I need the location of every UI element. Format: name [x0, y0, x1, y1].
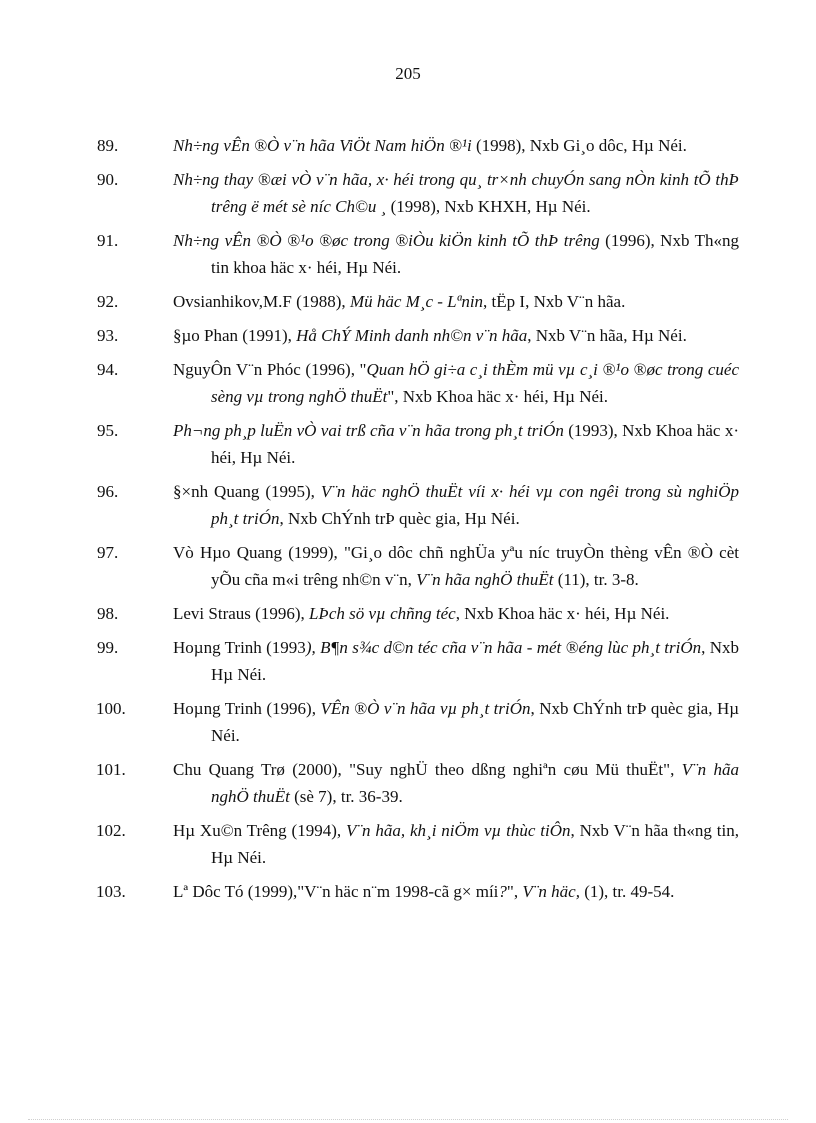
- reference-item: 92. Ovsianhikov,M.F (1988), Mü häc M¸c - Lªnin, tËp I, Nxb V¨n hãa.: [97, 292, 626, 311]
- reference-item: 89. Nh÷ng vÊn ®Ò v¨n hãa ViÖt Nam hiÖn ®¹i (1998), Nxb Gi¸o dôc, Hµ Néi.: [97, 136, 687, 155]
- reference-detail: Chu Quang Trø (2000), "Suy nghÜ theo dßng nghiªn cøu Mü thuËt",: [173, 760, 682, 779]
- reference-detail: Hoµng Trinh (1993: [173, 638, 306, 657]
- reference-item: 97. Vò Hµo Quang (1999), "Gi¸o dôc chñ nghÜa yªu níc truyÒn thèng vÊn ®Ò cèt yÕu cña m«i trêng nh©n v¨n, V¨n hãa nghÖ thuËt (11), tr. 3-8.: [97, 543, 739, 589]
- reference-detail: , Nxb ChÝnh trÞ quèc gia, Hµ Néi.: [279, 509, 520, 528]
- reference-detail: (1), tr. 49-54.: [579, 882, 675, 901]
- reference-title: Quan hÖ gi÷a c¸i thÈm mü vµ c¸i ®¹o ®øc trong cuéc sèng vµ trong nghÖ thuËt: [211, 360, 739, 406]
- reference-detail: Ovsianhikov,M.F (1988),: [173, 292, 350, 311]
- reference-item: 102. Hµ Xu©n Trêng (1994), V¨n hãa, kh¸i niÖm vµ thùc tiÔn, Nxb V¨n hãa th«ng tin, Hµ Néi.: [96, 821, 739, 867]
- reference-detail: Lª Dôc Tó (1999),"V¨n häc n¨m 1998-cã g× míi: [173, 882, 499, 901]
- reference-list: [96, 132, 740, 912]
- reference-title: V¨n häc nghÖ thuËt víi x· héi vµ con ngêi trong sù nghiÖp ph¸t triÓn: [211, 482, 740, 528]
- reference-text: [173, 136, 687, 155]
- reference-detail: (sè 7), tr. 36-39.: [289, 787, 403, 806]
- reference-item: 101. Chu Quang Trø (2000), "Suy nghÜ theo dßng nghiªn cøu Mü thuËt", V¨n hãa nghÖ thuËt (sè 7), tr. 36-39.: [96, 760, 739, 806]
- reference-detail: (1996), Nxb Th«ng tin khoa häc x· héi, Hµ Néi.: [211, 231, 739, 277]
- reference-detail: §×nh Quang (1995),: [173, 482, 321, 501]
- reference-item: 98. Levi Straus (1996), LÞch sö vµ chñng téc, Nxb Khoa häc x· héi, Hµ Néi.: [97, 604, 670, 623]
- reference-detail: , Nxb ChÝnh trÞ quèc gia, Hµ Néi.: [211, 699, 740, 745]
- reference-title: Nh÷ng thay ®æi vÒ v¨n hãa, x· héi trong qu¸ tr×nh chuyÓn sang nÒn kinh tÕ thÞ trêng ë mét sè níc Ch©u ¸: [173, 170, 739, 216]
- reference-text: [173, 360, 739, 406]
- reference-text: [173, 170, 739, 216]
- reference-text: [173, 326, 687, 345]
- reference-detail: (1998), Nxb KHXH, Hµ Néi.: [386, 197, 591, 216]
- reference-item: 96. §×nh Quang (1995), V¨n häc nghÖ thuËt víi x· héi vµ con ngêi trong sù nghiÖp ph¸t triÓn, Nxb ChÝnh trÞ quèc gia, Hµ Néi.: [97, 482, 740, 528]
- reference-text: [173, 604, 669, 623]
- page-number: 205: [395, 64, 421, 83]
- reference-detail: , Nxb Hµ Néi.: [211, 638, 739, 684]
- reference-detail: , Nxb V¨n hãa, Hµ Néi.: [527, 326, 687, 345]
- reference-item: 95. Ph¬ng ph¸p luËn vÒ vai trß cña v¨n hãa trong ph¸t triÓn (1993), Nxb Khoa häc x· héi, Hµ Néi.: [97, 421, 739, 467]
- reference-title: ), B¶n s¾c d©n téc cña v¨n hãa - mét ®éng lùc ph¸t triÓn: [305, 638, 702, 657]
- reference-detail: Hoµng Trinh (1996),: [173, 699, 321, 718]
- reference-detail: ", Nxb Khoa häc x· héi, Hµ Néi.: [387, 387, 609, 406]
- reference-item: 90. Nh÷ng thay ®æi vÒ v¨n hãa, x· héi trong qu¸ tr×nh chuyÓn sang nÒn kinh tÕ thÞ trêng ë mét sè níc Ch©u ¸ (1998), Nxb KHXH, Hµ Néi.: [97, 170, 739, 216]
- reference-item: 91. Nh÷ng vÊn ®Ò ®¹o ®øc trong ®iÒu kiÖn kinh tÕ thÞ trêng (1996), Nxb Th«ng tin khoa häc x· héi, Hµ Néi.: [97, 231, 739, 277]
- reference-title: Ph¬ng ph¸p luËn vÒ vai trß cña v¨n hãa trong ph¸t triÓn: [173, 421, 564, 440]
- reference-title: V¨n hãa, kh¸i niÖm vµ thùc tiÔn: [345, 821, 571, 840]
- reference-text: [173, 231, 739, 277]
- reference-title: V¨n hãa nghÖ thuËt: [211, 760, 739, 806]
- reference-detail: (1998), Nxb Gi¸o dôc, Hµ Néi.: [471, 136, 687, 155]
- reference-detail: ",: [506, 882, 523, 901]
- reference-text: [173, 543, 739, 589]
- reference-detail: , Nxb V¨n hãa th«ng tin, Hµ Néi.: [211, 821, 739, 867]
- reference-text: [173, 760, 739, 806]
- reference-text: [173, 882, 674, 901]
- reference-detail: Vò Hµo Quang (1999), "Gi¸o dôc chñ nghÜa yªu níc truyÒn thèng vÊn ®Ò cèt yÕu cña m«i trêng nh©n v¨n,: [173, 543, 739, 589]
- reference-text: [173, 421, 739, 467]
- reference-text: [173, 699, 739, 745]
- reference-text: [173, 482, 739, 528]
- reference-title: Nh÷ng vÊn ®Ò ®¹o ®øc trong ®iÒu kiÖn kinh tÕ thÞ trêng: [173, 231, 600, 250]
- reference-item: 99. Hoµng Trinh (1993), B¶n s¾c d©n téc cña v¨n hãa - mét ®éng lùc ph¸t triÓn, Nxb Hµ Néi.: [97, 638, 739, 684]
- reference-title: VÊn ®Ò v¨n hãa vµ ph¸t triÓn: [320, 699, 531, 718]
- reference-title: Mü häc M¸c - Lªnin: [349, 292, 484, 311]
- reference-detail: Hµ Xu©n Trêng (1994),: [173, 821, 346, 840]
- reference-title: V¨n häc,: [522, 882, 580, 901]
- reference-text: [173, 821, 739, 867]
- reference-item: 94. NguyÔn V¨n Phóc (1996), "Quan hÖ gi÷a c¸i thÈm mü vµ c¸i ®¹o ®øc trong cuéc sèng vµ trong nghÖ thuËt", Nxb Khoa häc x· héi, Hµ Néi.: [97, 360, 739, 406]
- reference-item: 100. Hoµng Trinh (1996), VÊn ®Ò v¨n hãa vµ ph¸t triÓn, Nxb ChÝnh trÞ quèc gia, Hµ Néi.: [96, 699, 740, 745]
- reference-title: Hå ChÝ Minh danh nh©n v¨n hãa: [296, 326, 528, 345]
- reference-item: 103. Lª Dôc Tó (1999),"V¨n häc n¨m 1998-cã g× míi?", V¨n häc, (1), tr. 49-54.: [96, 882, 675, 901]
- page-bottom-divider: [28, 1119, 788, 1120]
- reference-item: 93. §µo Phan (1991), Hå ChÝ Minh danh nh©n v¨n hãa, Nxb V¨n hãa, Hµ Néi.: [97, 326, 687, 345]
- reference-title: Nh÷ng vÊn ®Ò v¨n hãa ViÖt Nam hiÖn ®¹i: [173, 136, 472, 155]
- reference-detail: (11), tr. 3-8.: [553, 570, 639, 589]
- reference-text: [173, 292, 625, 311]
- reference-text: [173, 638, 739, 684]
- reference-detail: (1993), Nxb Khoa häc x· héi, Hµ Néi.: [211, 421, 739, 467]
- reference-detail: NguyÔn V¨n Phóc (1996), ": [173, 360, 367, 379]
- reference-detail: , tËp I, Nxb V¨n hãa.: [483, 292, 626, 311]
- reference-detail: §µo Phan (1991),: [173, 326, 297, 345]
- reference-detail: Levi Straus (1996),: [173, 604, 309, 623]
- reference-title: V¨n hãa nghÖ thuËt: [416, 570, 554, 589]
- reference-title: LÞch sö vµ chñng téc: [308, 604, 456, 623]
- reference-title: ?: [498, 882, 507, 901]
- reference-detail: , Nxb Khoa häc x· héi, Hµ Néi.: [455, 604, 670, 623]
